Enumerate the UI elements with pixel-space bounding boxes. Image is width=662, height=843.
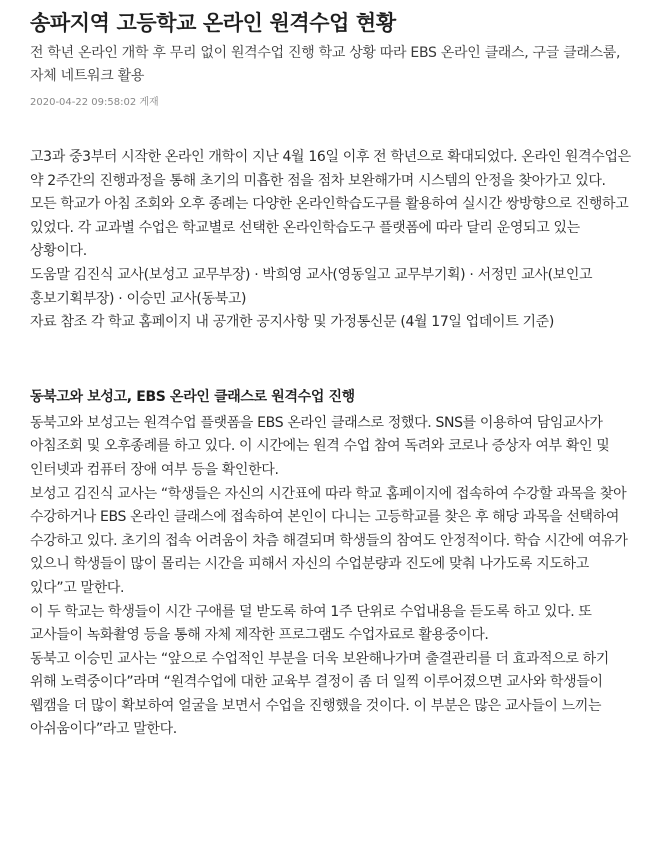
reference-paragraph: 자료 참조 각 학교 홈페이지 내 공개한 공지사항 및 가정통신문 (4월 17일 업데이트 기준) [30,314,554,331]
section-paragraph: 동북고와 보성고는 원격수업 플랫폼을 EBS 온라인 클래스로 정했다. SNS를 이용하여 담임교사가 아침조회 및 오후종례를 하고 있다. 이 시간에는 원격 수업 참여 독려와 코로나 증상자 여부 확인 및 인터넷과 컴퓨터 장애 여부 등을 확인한다. [30,414,610,478]
publish-date: 2020-04-22 09:58:02 게재 [30,97,159,108]
article-subtitle: 전 학년 온라인 개학 후 무리 없이 원격수업 진행 학교 상황 따라 EBS 온라인 클래스, 구글 클래스룸, 자체 네트워크 활용 [30,45,621,84]
section-spacer [30,335,634,382]
article-body [30,146,634,742]
section-paragraph: 이 두 학교는 학생들이 시간 구애를 덜 받도록 하여 1주 단위로 수업내용을 듣도록 하고 있다. 또 교사들이 녹화촬영 등을 통해 자체 제작한 프로그램도 수업자료로 활용중이다. [30,603,592,644]
section-paragraph: 동북고 이승민 교사는 “앞으로 수업적인 부분을 더욱 보완해나가며 출결관리를 더 효과적으로 하기 위해 노력중이다”라며 “원격수업에 대한 교육부 결정이 좀 더 일찍 이루어졌으면 교사와 학생들이 웹캠을 더 많이 확보하여 얼굴을 보면서 수업을 진행했을 것이다. 이 부분은 많은 교사들이 느끼는 아쉬움이다”라고 말한다. [30,650,609,738]
section-heading: 동북고와 보성고, EBS 온라인 클래스로 원격수업 진행 [30,388,355,405]
section-paragraph: 보성고 김진식 교사는 “학생들은 자신의 시간표에 따라 학교 홈페이지에 접속하여 수강할 과목을 찾아 수강하거나 EBS 온라인 클래스에 접속하여 본인이 다니는 고등학교를 찾은 후 해당 과목을 선택하여 수강하고 있다. 초기의 접속 어려움이 차츰 해결되며 학생들의 참여도 안정적이다. 학습 시간에 여유가 있으니 학생들이 많이 몰리는 시간을 피해서 자신의 수업분량과 진도에 맞춰 나가도록 지도하고 있다”고 말한다. [30,485,628,596]
article-title: 송파지역 고등학교 온라인 원격수업 현황 [30,11,396,35]
sources-paragraph: 도움말 김진식 교사(보성고 교무부장) · 박희영 교사(영동일고 교무부기획) · 서정민 교사(보인고 홍보기획부장) · 이승민 교사(동북고) [30,266,593,307]
intro-paragraph: 고3과 중3부터 시작한 온라인 개학이 지난 4월 16일 이후 전 학년으로 확대되었다. 온라인 원격수업은 약 2주간의 진행과정을 통해 초기의 미흡한 점을 점차 보완해가며 시스템의 안정을 찾아가고 있다. 모든 학교가 아침 조회와 오후 종례는 다양한 온라인학습도구를 활용하여 실시간 쌍방향으로 진행하고 있었다. 각 교과별 수업은 학교별로 선택한 온라인학습도구 플랫폼에 따라 달리 운영되고 있는 상황이다. [30,149,631,260]
